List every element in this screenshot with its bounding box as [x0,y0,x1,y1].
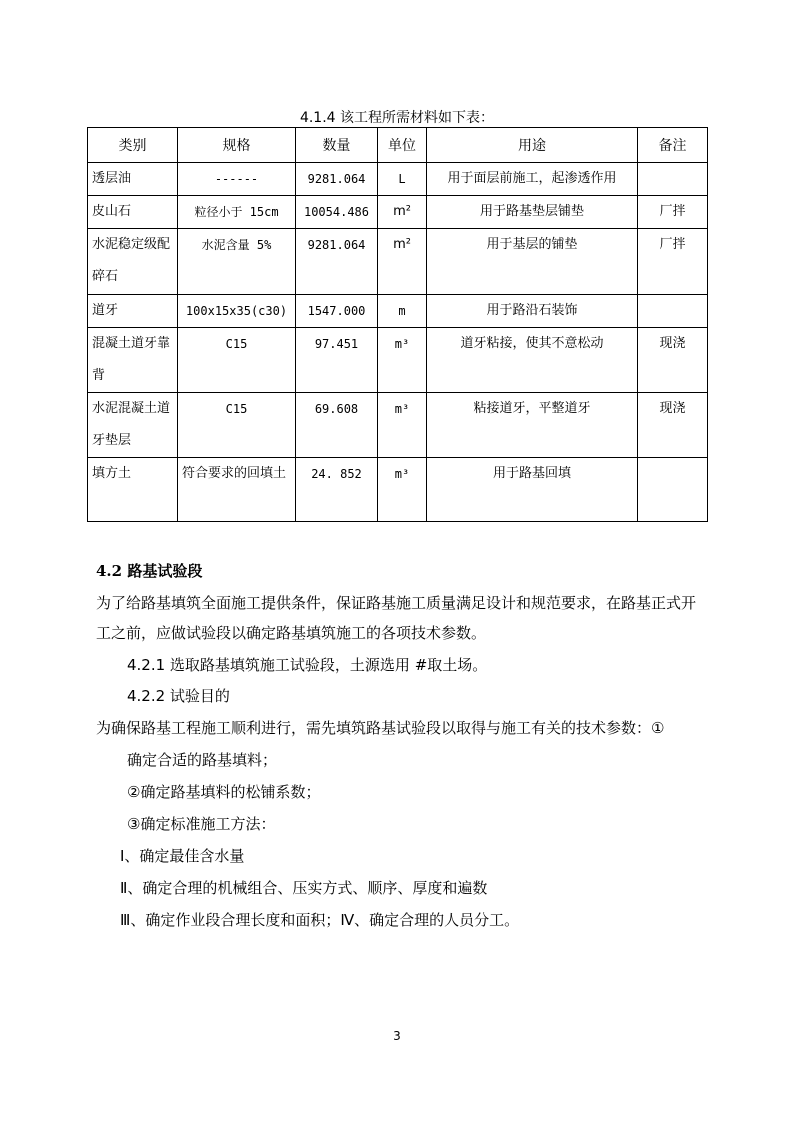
cell-remark: 厂拌 [638,229,708,295]
cell-category: 填方土 [88,458,178,522]
cell-remark [638,163,708,196]
table-row [88,163,708,196]
cell-usage: 用于路基回填 [427,458,638,522]
cell-unit: m² [378,229,427,295]
page-number: 3 [393,1029,401,1043]
cell-category: 道牙 [88,295,178,328]
table-row [88,229,708,295]
cell-remark: 厂拌 [638,196,708,229]
header-unit: 单位 [378,128,427,163]
cell-quantity: 69.608 [296,393,378,458]
cell-spec: 符合要求的回填土 [178,458,296,522]
cell-quantity: 97.451 [296,328,378,393]
table-header-row [88,128,708,163]
cell-category: 水泥混凝土道牙垫层 [88,393,178,458]
header-category: 类别 [88,128,178,163]
header-remark: 备注 [638,128,708,163]
cell-spec: 100x15x35(c30) [178,295,296,328]
cell-unit: m² [378,196,427,229]
cell-usage: 粘接道牙，平整道牙 [427,393,638,458]
cell-category: 皮山石 [88,196,178,229]
list-item: ③确定标准施工方法： [127,815,276,833]
cell-usage: 用于路基垫层铺垫 [427,196,638,229]
list-item: Ⅱ、确定合理的机械组合、压实方式、顺序、厚度和遍数 [120,879,488,897]
table-row [88,295,708,328]
cell-quantity: 1547.000 [296,295,378,328]
table-caption: 4.1.4 该工程所需材料如下表： [299,110,495,126]
cell-usage: 用于面层前施工，起渗透作用 [427,163,638,196]
cell-quantity: 9281.064 [296,229,378,295]
cell-unit: m³ [378,393,427,458]
list-item: Ⅲ、确定作业段合理长度和面积；Ⅳ、确定合理的人员分工。 [120,911,520,929]
cell-spec: 水泥含量 5% [178,229,296,295]
cell-remark: 现浇 [638,328,708,393]
cell-spec: C15 [178,393,296,458]
header-quantity: 数量 [296,128,378,163]
cell-quantity: 24. 852 [296,458,378,522]
materials-table [87,127,708,522]
table-row [88,458,708,522]
header-usage: 用途 [427,128,638,163]
cell-spec: C15 [178,328,296,393]
cell-category: 混凝土道牙靠背 [88,328,178,393]
cell-quantity: 9281.064 [296,163,378,196]
cell-usage: 用于基层的铺垫 [427,229,638,295]
list-item: Ⅰ、确定最佳含水量 [120,847,245,865]
list-item: ②确定路基填料的松铺系数； [127,783,321,801]
cell-remark [638,458,708,522]
paragraph-4-2-2: 4.2.2 试验目的 [127,687,230,705]
cell-spec: ------ [178,163,296,196]
cell-spec: 粒径小于 15cm [178,196,296,229]
section-intro-paragraph: 为了给路基填筑全面施工提供条件，保证路基施工质量满足设计和规范要求，在路基正式开工之前，应做试验段以确定路基填筑施工的各项技术参数。 [96,594,697,642]
cell-category: 透层油 [88,163,178,196]
paragraph-4-2-1: 4.2.1 选取路基填筑施工试验段，土源选用 #取土场。 [127,656,488,674]
cell-usage: 道牙粘接，使其不意松动 [427,328,638,393]
paragraph-purpose-line1: 为确保路基工程施工顺利进行，需先填筑路基试验段以取得与施工有关的技术参数：① [96,719,665,737]
paragraph-purpose-line2: 确定合适的路基填料； [127,751,278,769]
table-row [88,393,708,458]
cell-unit: m³ [378,328,427,393]
cell-unit: m³ [378,458,427,522]
table-row [88,328,708,393]
cell-usage: 用于路沿石装饰 [427,295,638,328]
cell-unit: m [378,295,427,328]
cell-category: 水泥稳定级配碎石 [88,229,178,295]
section-heading: 4.2 路基试验段 [96,562,203,580]
table-row [88,196,708,229]
cell-unit: L [378,163,427,196]
header-spec: 规格 [178,128,296,163]
cell-remark: 现浇 [638,393,708,458]
cell-quantity: 10054.486 [296,196,378,229]
cell-remark [638,295,708,328]
